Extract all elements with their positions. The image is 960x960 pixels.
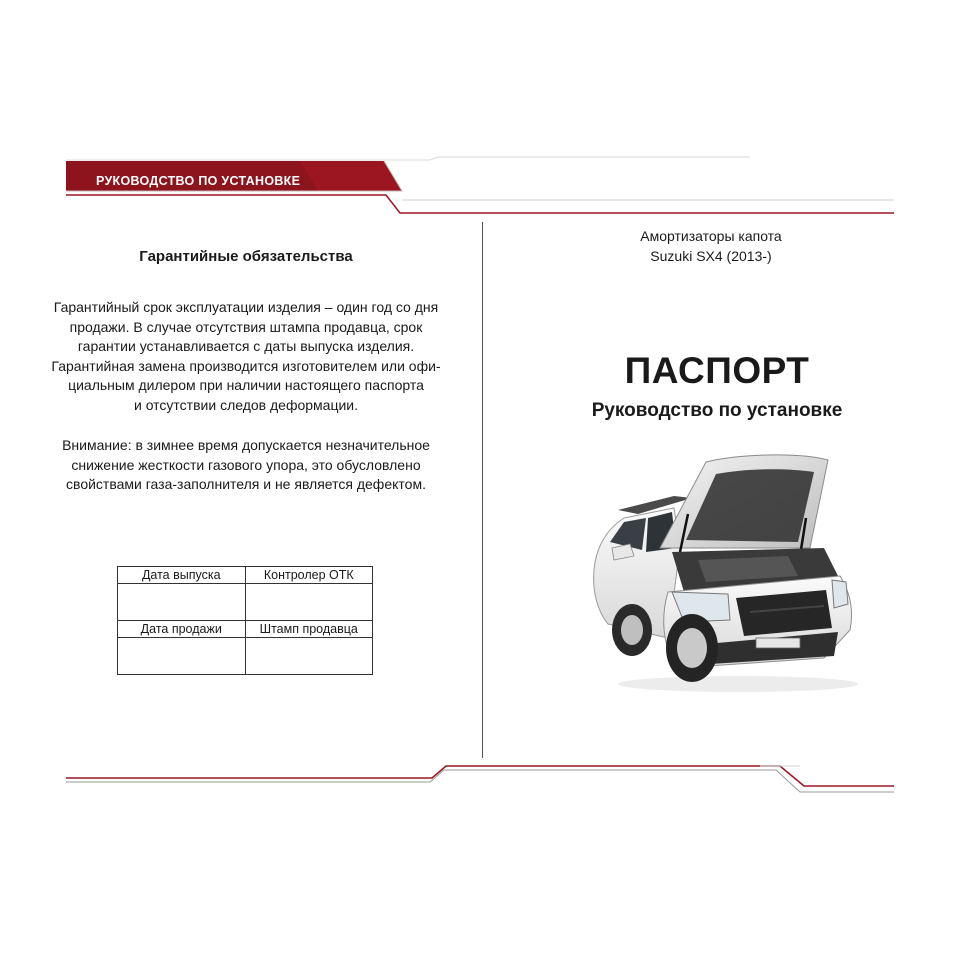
header-decoration [0,0,960,230]
notice-line: снижение жесткости газового упора, это обусловлено [71,456,421,473]
banner-label: РУКОВОДСТВО ПО УСТАНОВКЕ [96,174,301,188]
release-date-field [118,584,246,621]
warranty-line: Гарантийная замена производится изготовителем или офи- [51,357,441,374]
warranty-line: циальным дилером при наличии настоящего паспорта [68,377,424,393]
warranty-line: Гарантийный срок эксплуатации изделия – один год со дня [53,299,439,315]
product-line-2: Suzuki SX4 (2013-) [650,248,772,264]
stamp-table [117,566,373,675]
notice-line: свойствами газа-заполнителя и не является дефектом. [66,476,426,492]
page-divider [482,222,483,758]
passport-title: ПАСПОРТ [624,350,810,391]
warranty-line: продажи. В случае отсутствия штампа продавца, срок [69,318,423,335]
seller-stamp-field [245,638,373,675]
qc-inspector-label: Контролер ОТК [245,567,373,584]
sale-date-field [118,638,246,675]
release-date-label: Дата выпуска [118,567,246,584]
car-illustration [588,452,860,696]
product-line-1: Амортизаторы капота [640,228,782,244]
car-image [588,452,860,701]
warranty-line: и отсутствии следов деформации. [133,396,358,413]
passport-subtitle: Руководство по установке [591,400,843,421]
warranty-title: Гарантийные обязательства [139,248,353,265]
notice-line: Внимание: в зимнее время допускается незначительное [62,437,430,453]
warranty-paragraph [34,298,458,415]
notice-paragraph [34,436,458,495]
seller-stamp-label: Штамп продавца [245,621,373,638]
product-name [590,226,832,266]
warranty-line: гарантии устанавливается с даты выпуска изделия. [77,338,415,354]
sale-date-label: Дата продажи [118,621,246,638]
qc-inspector-field [245,584,373,621]
